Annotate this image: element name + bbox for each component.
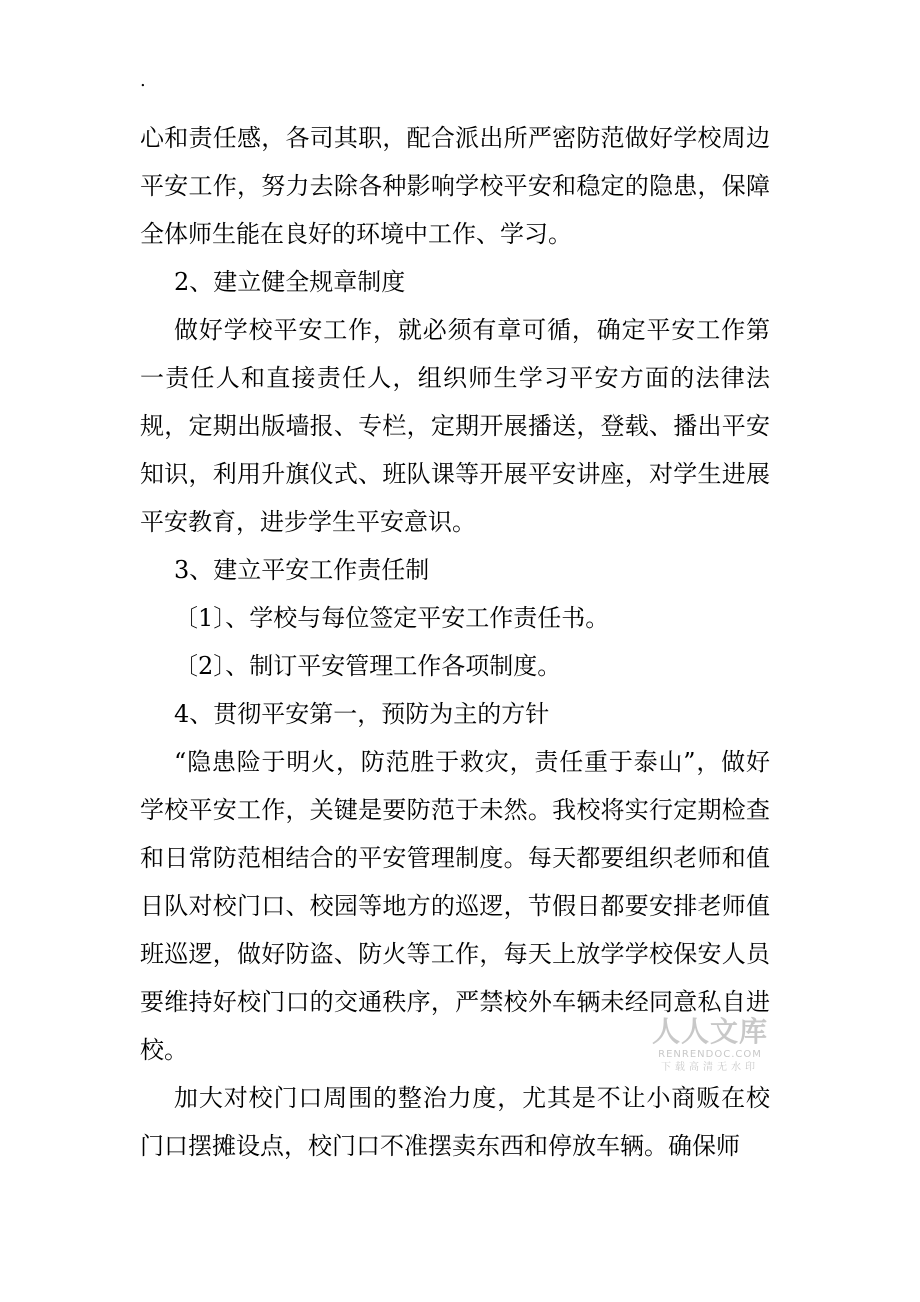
document-body	[140, 114, 770, 1170]
paragraph-gate: 加大对校门口周围的整治力度，尤其是不让小商贩在校门口摆摊设点，校门口不准摆卖东西和停放车辆。确保师	[140, 1084, 770, 1160]
watermark-tagline: 下载高清无水印	[661, 1062, 759, 1073]
list-item-2: 〔2〕、制订平安管理工作各项制度。	[174, 652, 562, 680]
section-heading-4: 4、贯彻平安第一，预防为主的方针	[174, 700, 550, 728]
paragraph-continuation: 心和责任感，各司其职，配合派出所严密防范做好学校周边平安工作，努力去除各种影响学校平安和稳定的隐患，保障全体师生能在良好的环境中工作、学习。	[140, 124, 770, 248]
list-item-1: 〔1〕、学校与每位签定平安工作责任书。	[174, 604, 610, 632]
watermark-site-text: RENRENDOC.COM	[658, 1049, 762, 1060]
watermark-main-text: 人人文库	[651, 1015, 768, 1048]
page-marker: .	[140, 70, 146, 91]
section-heading-2: 2、建立健全规章制度	[174, 268, 406, 296]
section-heading-3: 3、建立平安工作责任制	[174, 556, 430, 584]
watermark-logo	[648, 1016, 772, 1074]
paragraph-rules: 做好学校平安工作，就必须有章可循，确定平安工作第一责任人和直接责任人，组织师生学习平安方面的法律法规，定期出版墙报、专栏，定期开展播送，登载、播出平安知识，利用升旗仪式、班队课等开展平安讲座，对学生进展平安教育，进步学生平安意识。	[140, 316, 770, 536]
paragraph-prevention: “隐患险于明火，防范胜于救灾，责任重于泰山”，做好学校平安工作，关键是要防范于未然。我校将实行定期检查和日常防范相结合的平安管理制度。每天都要组织老师和值日队对校门口、校园等地方的巡逻，节假日都要安排老师值班巡逻，做好防盗、防火等工作，每天上放学学校保安人员要维持好校门口的交通秩序，严禁校外车辆未经同意私自进校。	[140, 748, 770, 1064]
